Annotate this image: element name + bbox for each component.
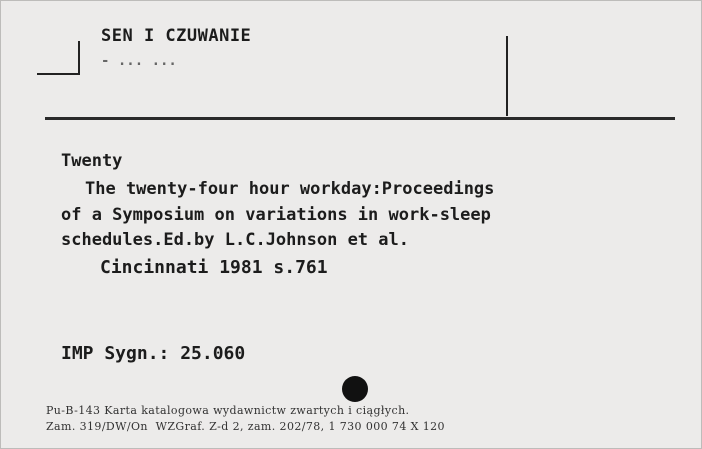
corner-mark-horizontal (37, 73, 80, 75)
footer-line-2: Zam. 319/DW/On WZGraf. Z-d 2, zam. 202/78, 1 730 000 74 X 120 (46, 420, 445, 433)
heading-rule (45, 117, 675, 120)
main-entry: Twenty (61, 151, 123, 171)
title-line-1: The twenty-four hour workday:Proceedings (85, 179, 495, 199)
heading-box-divider (506, 36, 508, 116)
footer-line-1: Pu-B-143 Karta katalogowa wydawnictw zwartych i ciągłych. (46, 404, 410, 417)
subject-heading: SEN I CZUWANIE (101, 26, 252, 46)
corner-mark-vertical (78, 41, 80, 75)
call-number: IMP Sygn.: 25.060 (61, 343, 246, 364)
punch-hole (342, 376, 368, 402)
title-line-3: schedules.Ed.by L.C.Johnson et al. (61, 230, 409, 250)
title-line-2: of a Symposium on variations in work-sleep (61, 205, 491, 225)
subject-subheading: - ... ... (101, 53, 177, 69)
imprint-line: Cincinnati 1981 s.761 (100, 257, 328, 278)
